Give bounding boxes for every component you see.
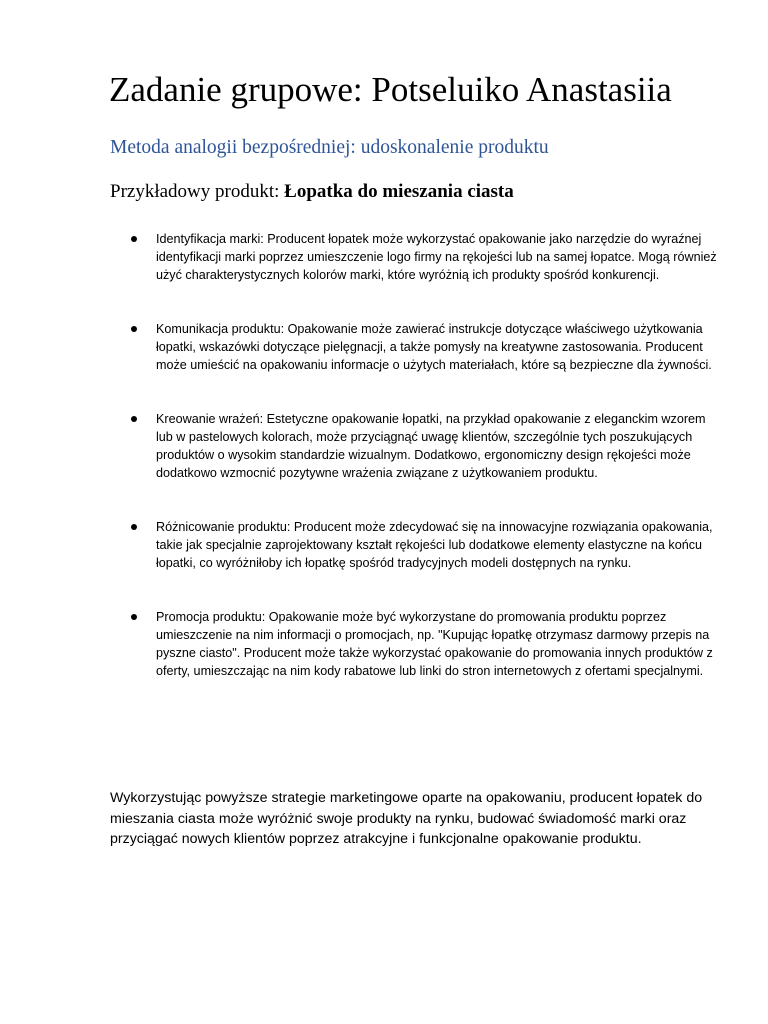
list-item: [0, 608, 768, 680]
document-title: Zadanie grupowe: Potseluiko Anastasiia: [109, 70, 672, 109]
conclusion-paragraph: Wykorzystując powyższe strategie marketingowe oparte na opakowaniu, producent łopatek do mieszania ciasta może wyróżnić swoje produkty na rynku, budować świadomość marki oraz przyciągać nowych klientów poprzez atrakcyjne i funkcjonalne opakowanie produktu.: [110, 790, 703, 847]
bullet-icon: [131, 524, 137, 530]
list-item-text: Promocja produktu: Opakowanie może być wykorzystane do promowania produktu poprzez umieszczenie na nim informacji o promocjach, np. "Kupując łopatkę otrzymasz darmowy przepis na pyszne ciasto". Producent może także wykorzystać opakowanie do promowania innych produktów z oferty, umieszczając na nim kody rabatowe lub linki do stron internetowych z ofertami specjalnymi.: [156, 610, 713, 678]
bullet-icon: [131, 416, 137, 422]
bullet-icon: [131, 614, 137, 620]
list-item-text: Różnicowanie produktu: Producent może zdecydować się na innowacyjne rozwiązania opakowania, takie jak specjalnie zaprojektowany kształt rękojeści lub dodatkowe elementy elastyczne na końcu łopatki, co wyróżniłoby ich łopatkę spośród tradycyjnych modeli dostępnych na rynku.: [156, 520, 713, 570]
list-item: [0, 320, 768, 374]
product-line: [110, 180, 514, 204]
product-name: Łopatka do mieszania ciasta: [284, 181, 514, 202]
product-prefix: Przykładowy produkt:: [110, 181, 285, 202]
bullet-list: [0, 230, 768, 716]
list-item: [0, 410, 768, 482]
bullet-icon: [131, 236, 137, 242]
list-item: [0, 230, 768, 284]
list-item-text: Komunikacja produktu: Opakowanie może zawierać instrukcje dotyczące właściwego użytkowania łopatki, wskazówki dotyczące pielęgnacji, a także pomysły na kreatywne zastosowania. Producent może umieścić na opakowaniu informacje o użytych materiałach, które są bezpieczne dla żywności.: [156, 322, 712, 372]
list-item-text: Identyfikacja marki: Producent łopatek może wykorzystać opakowanie jako narzędzie do wyraźnej identyfikacji marki poprzez umieszczenie logo firmy na rękojeści lub na samej łopatce. Mogą również użyć charakterystycznych kolorów marki, które wyróżnią ich produkty spośród konkurencji.: [156, 232, 717, 282]
document-subtitle: Metoda analogii bezpośredniej: udoskonalenie produktu: [110, 137, 549, 158]
list-item: [0, 518, 768, 572]
list-item-text: Kreowanie wrażeń: Estetyczne opakowanie łopatki, na przykład opakowanie z eleganckim wzorem lub w pastelowych kolorach, może przyciągnąć uwagę klientów, szczególnie tych poszukujących produktów o wysokim standardzie wizualnym. Dodatkowo, ergonomiczny design rękojeści może dodatkowo wzmocnić pozytywne wrażenia związane z użytkowaniem produktu.: [156, 412, 706, 480]
bullet-icon: [131, 326, 137, 332]
